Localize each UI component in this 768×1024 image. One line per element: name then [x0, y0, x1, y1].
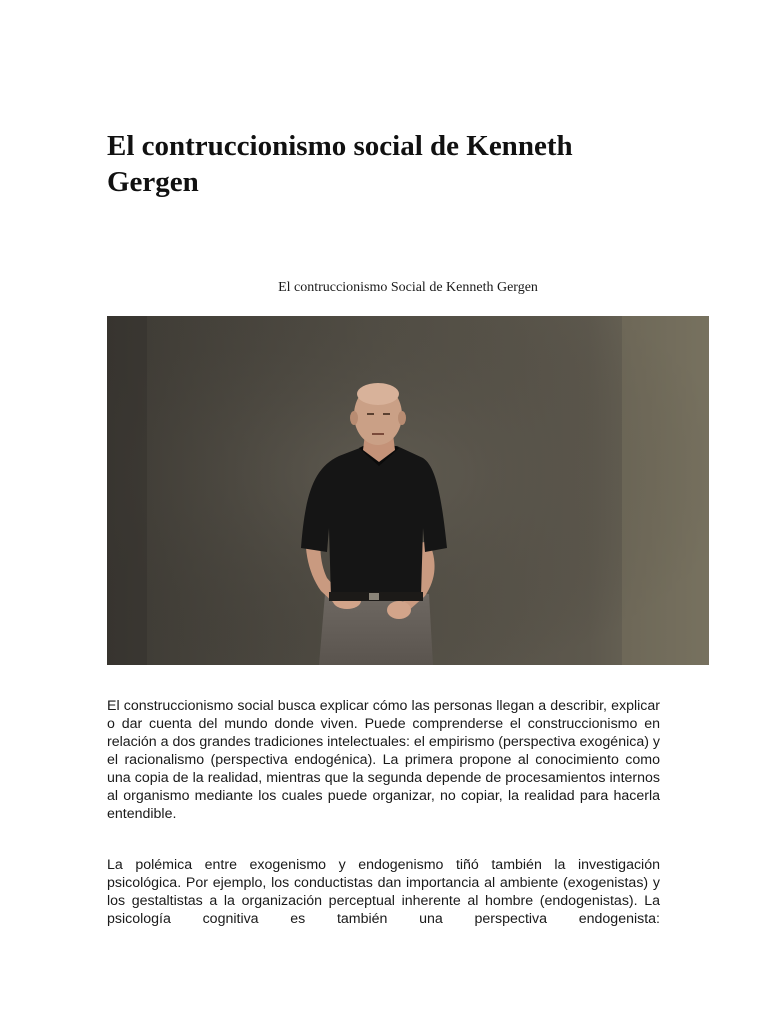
- document-title: El contruccionismo social de Kenneth Gergen: [107, 130, 573, 198]
- paragraph-2: La polémica entre exogenismo y endogenismo tiñó también la investigación psicológica. Por ejemplo, los conductistas dan importancia al ambiente (exogenistas) y los gestaltistas a la organización perceptual inherente al hombre (endogenistas). La psicología cognitiva es también una perspectiva endogenista:: [107, 857, 660, 927]
- paragraph-1: El construccionismo social busca explicar cómo las personas llegan a describir, explicar o dar cuenta del mundo donde viven. Puede comprenderse el construccionismo en relación a dos grandes tradiciones intelectuales: el empirismo (perspectiva exogénica) y el racionalismo (perspectiva endogénica). La primera propone al conocimiento como una copia de la realidad, mientras que la segunda depende de procesamientos internos al organismo mediante los cuales puede organizar, no copiar, la realidad para hacerla entendible.: [107, 698, 660, 822]
- speaker-photo: [107, 316, 709, 665]
- image-caption: El contruccionismo Social de Kenneth Gergen: [278, 280, 538, 295]
